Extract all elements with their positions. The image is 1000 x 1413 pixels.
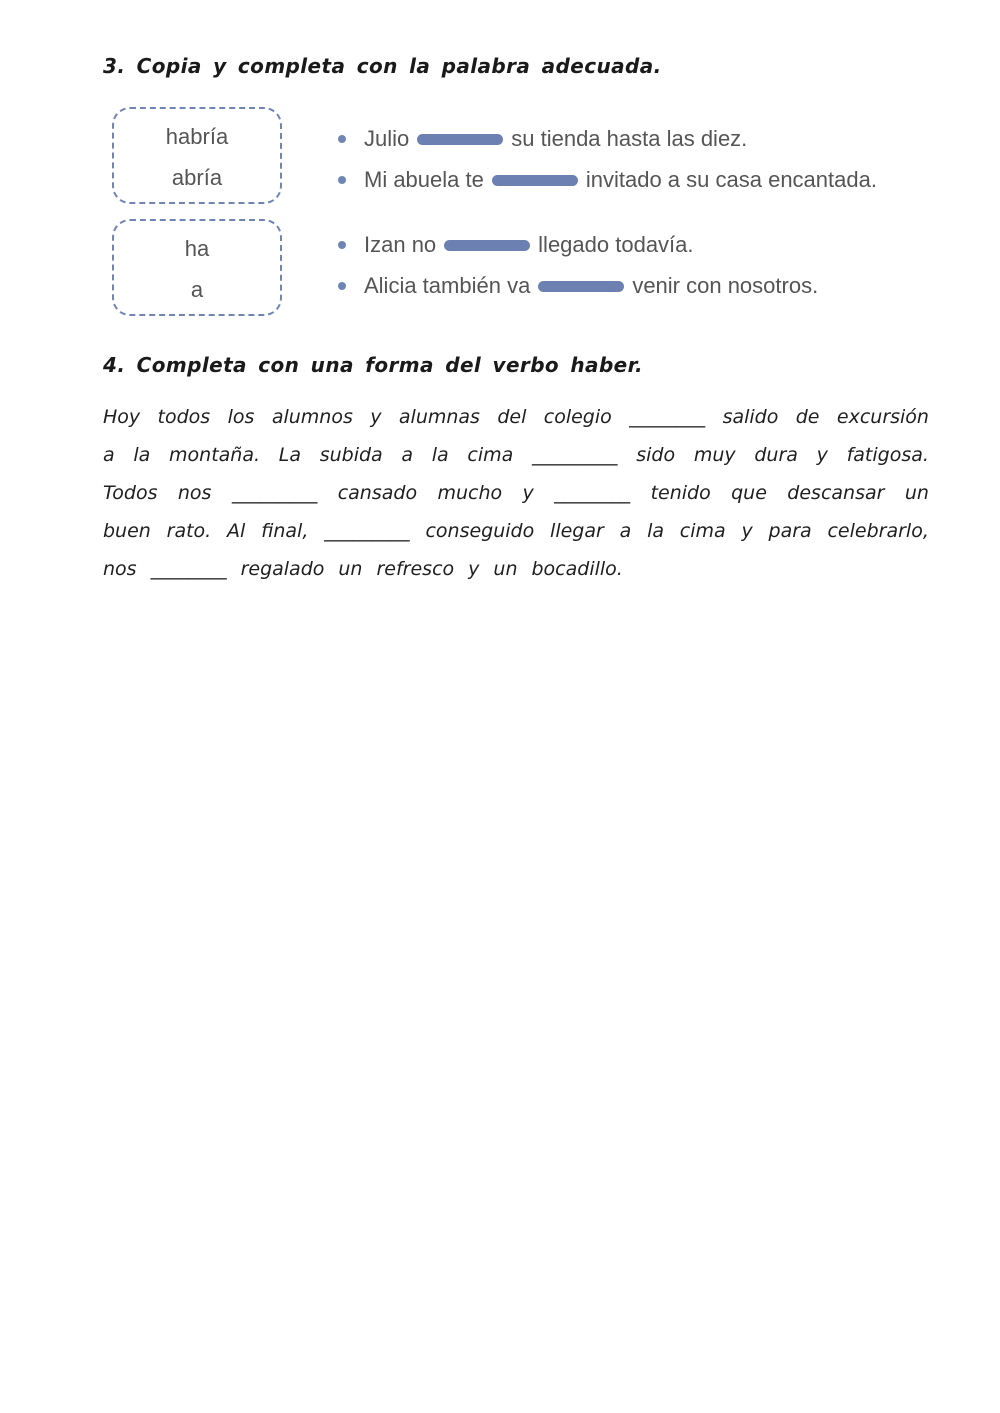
exercise-3-title: 3. Copia y completa con la palabra adecuada. [103, 54, 662, 78]
word: cansado [337, 482, 418, 504]
word: que [731, 482, 767, 504]
word: a [619, 520, 632, 542]
word-bank-box-1 [112, 107, 282, 204]
word: para [768, 520, 812, 542]
word: y [522, 482, 534, 504]
bullet-icon [338, 241, 346, 249]
word: Todos [103, 482, 158, 504]
word: montaña. [169, 444, 261, 466]
word: muy [693, 444, 736, 466]
word: un [338, 558, 363, 580]
paragraph-line [103, 550, 929, 588]
word: del [497, 406, 527, 428]
word-option: habría [165, 124, 229, 149]
sentence-before: Alicia también va [364, 273, 531, 298]
word: fatigosa. [846, 444, 929, 466]
word: celebrarlo, [827, 520, 929, 542]
word: a [103, 444, 115, 466]
word: Al [227, 520, 246, 542]
word: todos [157, 406, 211, 428]
word: llegar [550, 520, 604, 542]
sentence-item [338, 230, 694, 260]
word-option: ha [184, 236, 210, 261]
word: cima [467, 444, 514, 466]
sentence-before: Julio [364, 126, 410, 151]
sentence-before: Mi abuela te [364, 167, 484, 192]
word: mucho [437, 482, 503, 504]
word: conseguido [425, 520, 535, 542]
word: a [401, 444, 414, 466]
word: y [468, 558, 480, 580]
word: alumnos [271, 406, 353, 428]
word: la [431, 444, 449, 466]
word: cima [679, 520, 726, 542]
word: nos [103, 558, 137, 580]
bullet-icon [338, 282, 346, 290]
word: regalado [240, 558, 325, 580]
word: descansar [787, 482, 885, 504]
word: la [647, 520, 664, 542]
paragraph-line [103, 512, 929, 550]
answer-blank[interactable]: ________ [150, 558, 227, 580]
answer-blank[interactable]: _________ [324, 520, 410, 542]
word: sido [636, 444, 676, 466]
word: y [370, 406, 382, 428]
answer-blank[interactable] [444, 240, 530, 251]
word: un [493, 558, 518, 580]
answer-blank[interactable] [492, 175, 578, 186]
paragraph-line [103, 474, 929, 512]
word: subida [319, 444, 383, 466]
answer-blank[interactable]: _________ [532, 444, 618, 466]
word: de [795, 406, 820, 428]
sentence-after: venir con nosotros. [632, 273, 819, 298]
answer-blank[interactable]: ________ [629, 406, 706, 428]
word: final, [261, 520, 309, 542]
bullet-icon [338, 176, 346, 184]
sentence-item [338, 124, 747, 154]
sentence-after: llegado todavía. [538, 232, 694, 257]
bullet-icon [338, 135, 346, 143]
word: buen [103, 520, 151, 542]
word: nos [177, 482, 212, 504]
word: alumnas [398, 406, 480, 428]
word: y [741, 520, 753, 542]
word: refresco [376, 558, 455, 580]
word: rato. [166, 520, 212, 542]
word: un [904, 482, 929, 504]
word: la [133, 444, 151, 466]
sentence-after: invitado a su casa encantada. [585, 167, 877, 192]
paragraph-line [103, 398, 929, 436]
sentence-item [338, 271, 818, 301]
answer-blank[interactable]: _________ [231, 482, 318, 504]
word: bocadillo. [531, 558, 623, 580]
sentence-before: Izan no [364, 232, 437, 257]
word: La [278, 444, 301, 466]
answer-blank[interactable] [417, 134, 503, 145]
word: y [816, 444, 828, 466]
word: Hoy [103, 406, 141, 428]
sentence-after: su tienda hasta las diez. [511, 126, 748, 151]
word-option: a [190, 277, 204, 302]
sentence-item [338, 165, 877, 195]
answer-blank[interactable]: ________ [554, 482, 631, 504]
word: colegio [543, 406, 612, 428]
paragraph-line [103, 436, 929, 474]
answer-blank[interactable] [538, 281, 624, 292]
word: los [227, 406, 255, 428]
exercise-4-title: 4. Completa con una forma del verbo haber. [103, 353, 644, 377]
word: salido [722, 406, 779, 428]
word-bank-box-2 [112, 219, 282, 316]
word: tenido [650, 482, 711, 504]
word: dura [754, 444, 798, 466]
word: excursión [836, 406, 929, 428]
word-option: abría [171, 165, 223, 190]
